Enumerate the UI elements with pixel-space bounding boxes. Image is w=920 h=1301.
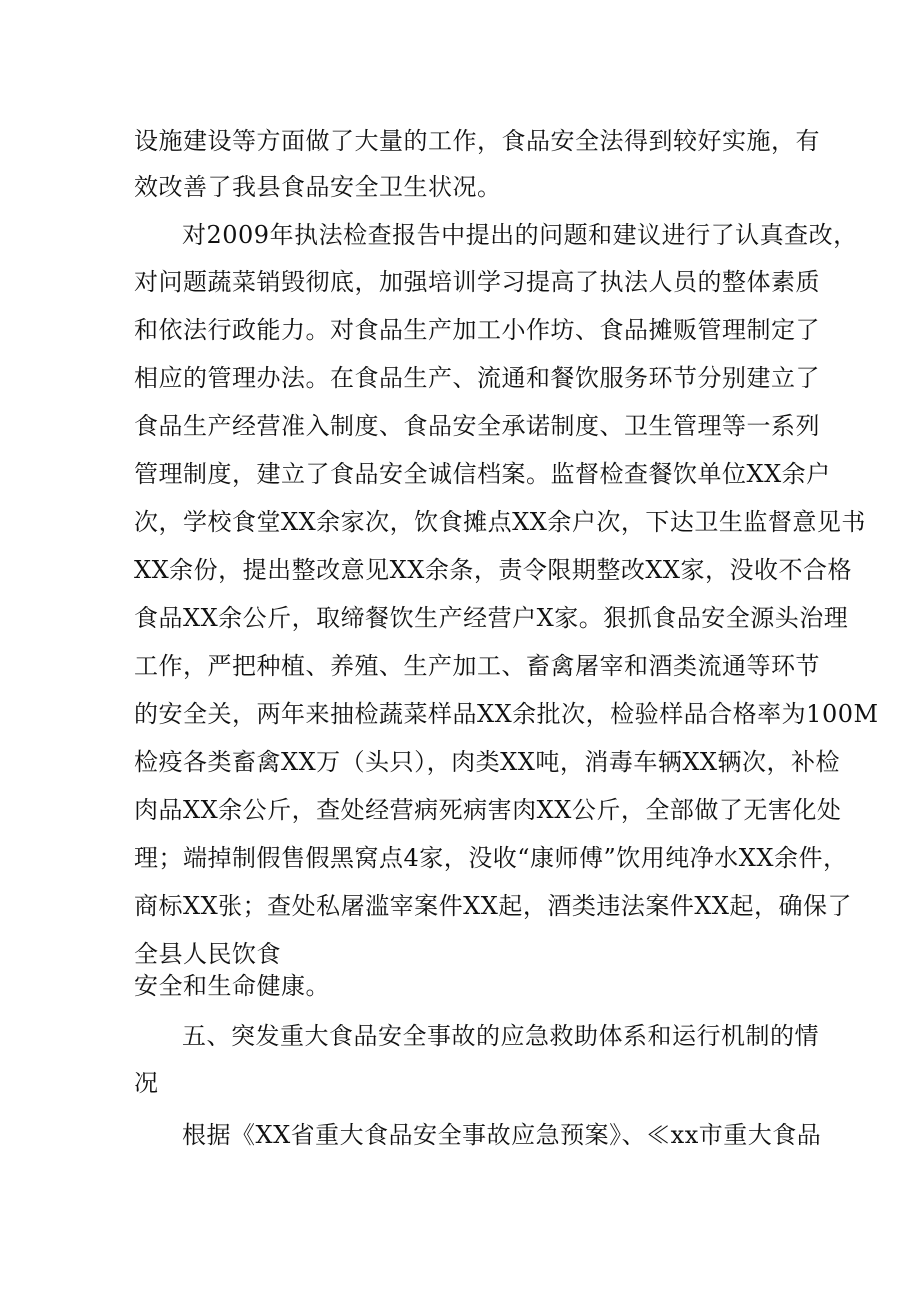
- body-text-line: 设施建设等方面做了大量的工作，食品安全法得到较好实施，有: [134, 127, 820, 155]
- body-text-line: 和依法行政能力。对食品生产加工小作坊、食品摊贩管理制定了: [134, 316, 820, 344]
- body-text-line: XX余份，提出整改意见XX余条，责令限期整改XX家，没收不合格: [134, 556, 853, 584]
- section-heading-line: 五、突发重大食品安全事故的应急救助体系和运行机制的情: [182, 1022, 819, 1050]
- body-text-line: 对问题蔬菜销毁彻底，加强培训学习提高了执法人员的整体素质: [134, 268, 820, 296]
- body-text-line: 食品XX余公斤，取缔餐饮生产经营户X家。狠抓食品安全源头治理: [134, 604, 849, 632]
- body-text-line: 效改善了我县食品安全卫生状况。: [134, 173, 502, 201]
- paragraph-start-line: 根据《XX省重大食品安全事故应急预案》、≪xx市重大食品: [182, 1121, 822, 1149]
- paragraph-start-line: 对2009年执法检查报告中提出的问题和建议进行了认真查改，: [182, 221, 858, 249]
- body-text-line: 次，学校食堂XX余家次，饮食摊点XX余户次，下达卫生监督意见书: [134, 508, 866, 536]
- body-text-line: 相应的管理办法。在食品生产、流通和餐饮服务环节分别建立了: [134, 364, 820, 392]
- body-text-line: 肉品XX余公斤，查处经营病死病害肉XX公斤，全部做了无害化处: [134, 796, 842, 824]
- body-text-line: 管理制度，建立了食品安全诚信档案。监督检查餐饮单位XX余户: [134, 460, 831, 488]
- body-text-line: 商标XX张；查处私屠滥宰案件XX起，酒类违法案件XX起，确保了: [134, 892, 853, 920]
- body-text-line: 食品生产经营准入制度、食品安全承诺制度、卫生管理等一系列: [134, 412, 820, 440]
- body-text-line: 安全和生命健康。: [134, 972, 330, 1000]
- body-text-line: 工作，严把种植、养殖、生产加工、畜禽屠宰和酒类流通等环节: [134, 652, 820, 680]
- section-heading-line: 况: [134, 1069, 159, 1097]
- body-text-line: 全县人民饮食: [134, 940, 281, 968]
- body-text-line: 的安全关，两年来抽检蔬菜样品XX余批次，检验样品合格率为100M: [134, 700, 879, 728]
- body-text-line: 检疫各类畜禽XX万（头只），肉类XX吨，消毒车辆XX辆次，补检: [134, 748, 841, 776]
- body-text-line: 理；端掉制假售假黑窝点4家，没收“康师傅”饮用纯净水XX余件，: [134, 844, 848, 872]
